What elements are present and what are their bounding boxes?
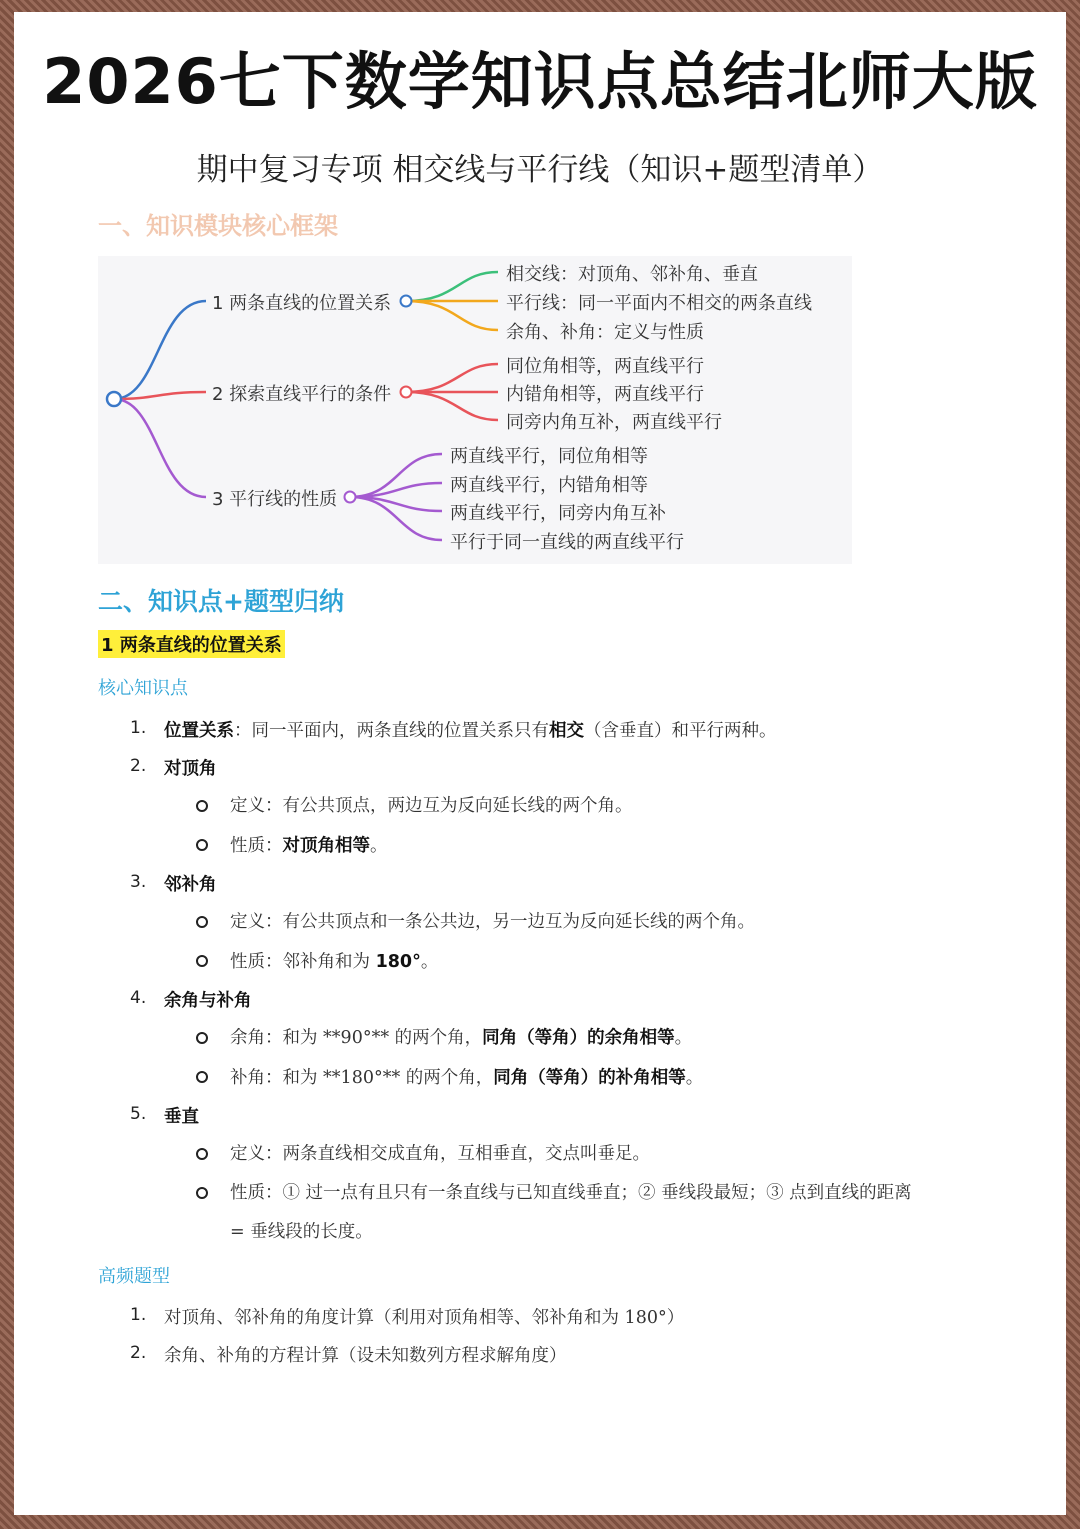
list-item: 垂直: [164, 1107, 199, 1127]
section-heading-points: 二、知识点+题型归纳: [98, 587, 344, 616]
branch-3-label: 3 平行线的性质: [212, 489, 338, 510]
root-node: [107, 392, 121, 406]
sub-item: 补角：和为 **180°** 的两个角，同角（等角）的补角相等。: [230, 1068, 704, 1088]
branch-2-node: [401, 387, 412, 398]
leaf-3-3: 两直线平行，同旁内角互补: [450, 503, 666, 524]
branch-2-label: 2 探索直线平行的条件: [212, 384, 392, 405]
list-number: 2.: [130, 1343, 147, 1363]
connector-b2-l1: [406, 364, 498, 392]
page-title: 2026七下数学知识点总结北师大版: [42, 45, 1038, 118]
list-number: 3.: [130, 872, 147, 892]
connector-root-b1: [114, 301, 206, 399]
freq-item: 对顶角、邻补角的角度计算（利用对顶角相等、邻补角和为 180°）: [164, 1308, 685, 1328]
list-item: 余角与补角: [164, 991, 252, 1011]
list-number: 1.: [130, 718, 147, 738]
sub-item-continued: = 垂线段的长度。: [230, 1222, 373, 1242]
freq-heading: 高频题型: [98, 1266, 170, 1287]
connector-b1-l1: [406, 272, 498, 301]
bullet-icon: [196, 1148, 208, 1160]
leaf-2-1: 同位角相等，两直线平行: [506, 356, 704, 377]
sub-item: 性质：对顶角相等。: [230, 836, 388, 856]
connector-b1-l3: [406, 301, 498, 330]
branch-1-node: [401, 296, 412, 307]
leaf-1-2: 平行线：同一平面内不相交的两条直线: [506, 293, 812, 314]
branch-1-label: 1 两条直线的位置关系: [212, 293, 392, 314]
document-page: [14, 12, 1066, 1515]
bullet-icon: [196, 1032, 208, 1044]
leaf-1-3: 余角、补角：定义与性质: [506, 322, 704, 343]
list-number: 2.: [130, 756, 147, 776]
list-number: 1.: [130, 1305, 147, 1325]
sub-item: 定义：有公共顶点和一条公共边，另一边互为反向延长线的两个角。: [230, 912, 755, 932]
list-number: 5.: [130, 1104, 147, 1124]
leaf-3-2: 两直线平行，内错角相等: [450, 475, 648, 496]
section-heading-framework: 一、知识模块核心框架: [98, 212, 338, 240]
list-item: 邻补角: [164, 875, 217, 895]
freq-item: 余角、补角的方程计算（设未知数列方程求解角度）: [164, 1346, 567, 1366]
bullet-icon: [196, 1187, 208, 1199]
leaf-3-4: 平行于同一直线的两直线平行: [450, 532, 684, 553]
leaf-1-1: 相交线：对顶角、邻补角、垂直: [506, 264, 758, 285]
sub-item: 性质：① 过一点有且只有一条直线与已知直线垂直；② 垂线段最短；③ 点到直线的距离: [230, 1183, 912, 1203]
bullet-icon: [196, 955, 208, 967]
mind-map: [98, 256, 852, 564]
topic-title: 1 两条直线的位置关系: [98, 630, 285, 658]
sub-item: 定义：两条直线相交成直角，互相垂直，交点叫垂足。: [230, 1144, 650, 1164]
list-item: 对顶角: [164, 759, 217, 779]
list-number: 4.: [130, 988, 147, 1008]
page-subtitle: 期中复习专项 相交线与平行线（知识+题型清单）: [196, 152, 884, 188]
leaf-2-3: 同旁内角互补，两直线平行: [506, 412, 722, 433]
bullet-icon: [196, 1071, 208, 1083]
core-heading: 核心知识点: [98, 678, 188, 699]
connector-root-b3: [114, 399, 206, 497]
connector-b2-l3: [406, 392, 498, 420]
leaf-3-1: 两直线平行，同位角相等: [450, 446, 648, 467]
leaf-2-2: 内错角相等，两直线平行: [506, 384, 704, 405]
bullet-icon: [196, 916, 208, 928]
branch-3-node: [345, 492, 356, 503]
sub-item: 性质：邻补角和为 180°。: [230, 952, 439, 972]
sub-item: 定义：有公共顶点，两边互为反向延长线的两个角。: [230, 796, 633, 816]
sub-item: 余角：和为 **90°** 的两个角，同角（等角）的余角相等。: [230, 1028, 693, 1048]
bullet-icon: [196, 839, 208, 851]
list-item: 位置关系：同一平面内，两条直线的位置关系只有相交（含垂直）和平行两种。: [164, 721, 777, 741]
bullet-icon: [196, 800, 208, 812]
